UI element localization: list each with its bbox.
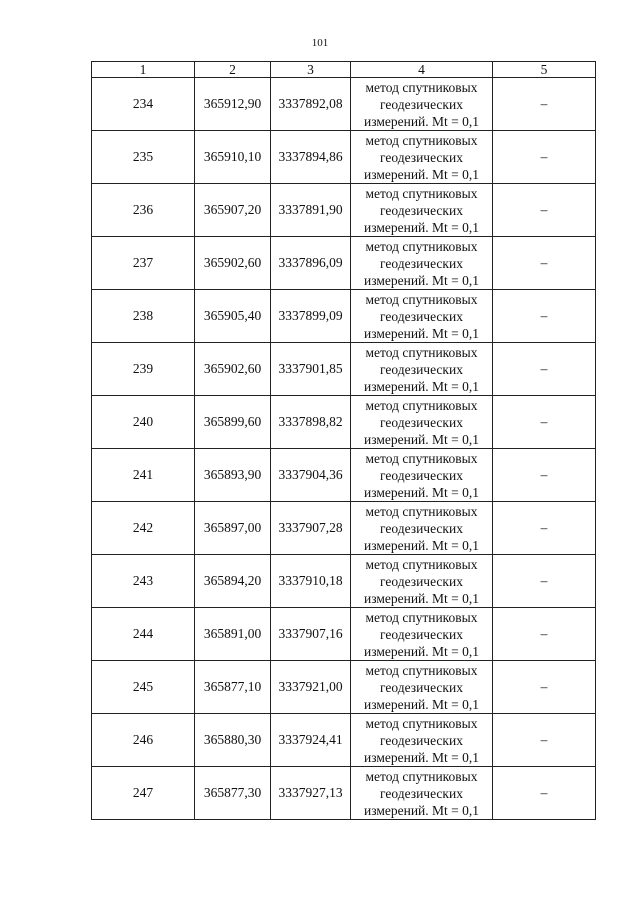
method-line: измерений. Mt = 0,1 xyxy=(363,431,480,447)
method-cell xyxy=(351,555,493,608)
table-row xyxy=(92,767,596,820)
method-line: метод спутниковых xyxy=(365,609,478,625)
method-line: метод спутниковых xyxy=(365,185,478,201)
point-number-cell: 238 xyxy=(92,290,195,343)
coordinate-x-cell: 365893,90 xyxy=(195,449,271,502)
method-line: геодезических xyxy=(380,202,463,218)
method-cell xyxy=(351,290,493,343)
method-cell xyxy=(351,343,493,396)
note-cell: – xyxy=(493,131,596,184)
coordinate-x-cell: 365894,20 xyxy=(195,555,271,608)
point-number-cell: 239 xyxy=(92,343,195,396)
point-number-cell: 247 xyxy=(92,767,195,820)
method-line: метод спутниковых xyxy=(365,344,478,360)
table-row xyxy=(92,502,596,555)
table-body xyxy=(92,78,596,820)
table-row xyxy=(92,290,596,343)
method-line: измерений. Mt = 0,1 xyxy=(363,749,480,765)
coordinate-y-cell: 3337892,08 xyxy=(271,78,351,131)
method-line: измерений. Mt = 0,1 xyxy=(363,219,480,235)
method-line: геодезических xyxy=(380,732,463,748)
point-number-cell: 244 xyxy=(92,608,195,661)
table-row xyxy=(92,78,596,131)
method-line: измерений. Mt = 0,1 xyxy=(363,537,480,553)
point-number-cell: 236 xyxy=(92,184,195,237)
table-header xyxy=(92,62,596,78)
column-header-4: 4 xyxy=(351,62,493,78)
coordinate-x-cell: 365910,10 xyxy=(195,131,271,184)
note-cell: – xyxy=(493,78,596,131)
coordinate-y-cell: 3337904,36 xyxy=(271,449,351,502)
method-line: геодезических xyxy=(380,96,463,112)
method-line: метод спутниковых xyxy=(365,397,478,413)
coordinate-x-cell: 365912,90 xyxy=(195,78,271,131)
method-line: метод спутниковых xyxy=(365,291,478,307)
table-row xyxy=(92,131,596,184)
method-cell xyxy=(351,714,493,767)
method-cell xyxy=(351,396,493,449)
coordinate-x-cell: 365891,00 xyxy=(195,608,271,661)
point-number-cell: 241 xyxy=(92,449,195,502)
column-header-3: 3 xyxy=(271,62,351,78)
method-line: метод спутниковых xyxy=(365,450,478,466)
note-cell: – xyxy=(493,237,596,290)
note-cell: – xyxy=(493,661,596,714)
coordinate-x-cell: 365902,60 xyxy=(195,237,271,290)
note-cell: – xyxy=(493,714,596,767)
table-row xyxy=(92,396,596,449)
coordinate-y-cell: 3337907,16 xyxy=(271,608,351,661)
coordinate-y-cell: 3337921,00 xyxy=(271,661,351,714)
method-line: геодезических xyxy=(380,414,463,430)
note-cell: – xyxy=(493,449,596,502)
coordinate-y-cell: 3337898,82 xyxy=(271,396,351,449)
method-line: геодезических xyxy=(380,679,463,695)
method-line: геодезических xyxy=(380,573,463,589)
point-number-cell: 242 xyxy=(92,502,195,555)
method-line: метод спутниковых xyxy=(365,238,478,254)
method-cell xyxy=(351,184,493,237)
point-number-cell: 245 xyxy=(92,661,195,714)
method-line: измерений. Mt = 0,1 xyxy=(363,166,480,182)
method-cell xyxy=(351,78,493,131)
coordinate-y-cell: 3337894,86 xyxy=(271,131,351,184)
coordinate-x-cell: 365907,20 xyxy=(195,184,271,237)
coordinate-x-cell: 365905,40 xyxy=(195,290,271,343)
table-row xyxy=(92,608,596,661)
note-cell: – xyxy=(493,555,596,608)
method-line: геодезических xyxy=(380,361,463,377)
method-line: геодезических xyxy=(380,785,463,801)
table-row xyxy=(92,343,596,396)
method-cell xyxy=(351,237,493,290)
method-line: измерений. Mt = 0,1 xyxy=(363,643,480,659)
method-line: измерений. Mt = 0,1 xyxy=(363,802,480,818)
coordinate-y-cell: 3337907,28 xyxy=(271,502,351,555)
coordinate-x-cell: 365877,30 xyxy=(195,767,271,820)
coordinate-x-cell: 365902,60 xyxy=(195,343,271,396)
method-line: измерений. Mt = 0,1 xyxy=(363,696,480,712)
point-number-cell: 243 xyxy=(92,555,195,608)
note-cell: – xyxy=(493,767,596,820)
note-cell: – xyxy=(493,343,596,396)
method-line: геодезических xyxy=(380,308,463,324)
coordinate-y-cell: 3337901,85 xyxy=(271,343,351,396)
method-line: метод спутниковых xyxy=(365,662,478,678)
coordinate-y-cell: 3337924,41 xyxy=(271,714,351,767)
note-cell: – xyxy=(493,608,596,661)
method-line: измерений. Mt = 0,1 xyxy=(363,113,480,129)
method-line: метод спутниковых xyxy=(365,132,478,148)
coordinate-y-cell: 3337899,09 xyxy=(271,290,351,343)
method-cell xyxy=(351,502,493,555)
method-line: метод спутниковых xyxy=(365,503,478,519)
method-line: геодезических xyxy=(380,255,463,271)
point-number-cell: 237 xyxy=(92,237,195,290)
coordinates-table xyxy=(91,61,596,820)
table-row xyxy=(92,555,596,608)
method-line: измерений. Mt = 0,1 xyxy=(363,590,480,606)
method-cell xyxy=(351,449,493,502)
table-row xyxy=(92,661,596,714)
method-line: метод спутниковых xyxy=(365,556,478,572)
method-line: метод спутниковых xyxy=(365,715,478,731)
column-header-5: 5 xyxy=(493,62,596,78)
method-line: метод спутниковых xyxy=(365,79,478,95)
coordinate-y-cell: 3337910,18 xyxy=(271,555,351,608)
method-line: геодезических xyxy=(380,467,463,483)
coordinate-x-cell: 365877,10 xyxy=(195,661,271,714)
note-cell: – xyxy=(493,290,596,343)
method-cell xyxy=(351,661,493,714)
method-line: измерений. Mt = 0,1 xyxy=(363,378,480,394)
method-line: геодезических xyxy=(380,520,463,536)
coordinate-y-cell: 3337896,09 xyxy=(271,237,351,290)
table-row xyxy=(92,714,596,767)
table-row xyxy=(92,184,596,237)
method-line: измерений. Mt = 0,1 xyxy=(363,325,480,341)
point-number-cell: 234 xyxy=(92,78,195,131)
method-cell xyxy=(351,767,493,820)
method-line: геодезических xyxy=(380,149,463,165)
coordinate-x-cell: 365897,00 xyxy=(195,502,271,555)
coordinate-x-cell: 365899,60 xyxy=(195,396,271,449)
point-number-cell: 246 xyxy=(92,714,195,767)
page-number: 101 xyxy=(311,37,329,49)
note-cell: – xyxy=(493,502,596,555)
note-cell: – xyxy=(493,184,596,237)
table-row xyxy=(92,449,596,502)
point-number-cell: 235 xyxy=(92,131,195,184)
method-line: метод спутниковых xyxy=(365,768,478,784)
column-header-2: 2 xyxy=(195,62,271,78)
table-row xyxy=(92,237,596,290)
point-number-cell: 240 xyxy=(92,396,195,449)
method-line: измерений. Mt = 0,1 xyxy=(363,272,480,288)
method-cell xyxy=(351,608,493,661)
note-cell: – xyxy=(493,396,596,449)
coordinate-x-cell: 365880,30 xyxy=(195,714,271,767)
header-row xyxy=(92,62,596,78)
method-cell xyxy=(351,131,493,184)
method-line: измерений. Mt = 0,1 xyxy=(363,484,480,500)
coordinate-y-cell: 3337891,90 xyxy=(271,184,351,237)
column-header-1: 1 xyxy=(92,62,195,78)
coordinate-y-cell: 3337927,13 xyxy=(271,767,351,820)
method-line: геодезических xyxy=(380,626,463,642)
